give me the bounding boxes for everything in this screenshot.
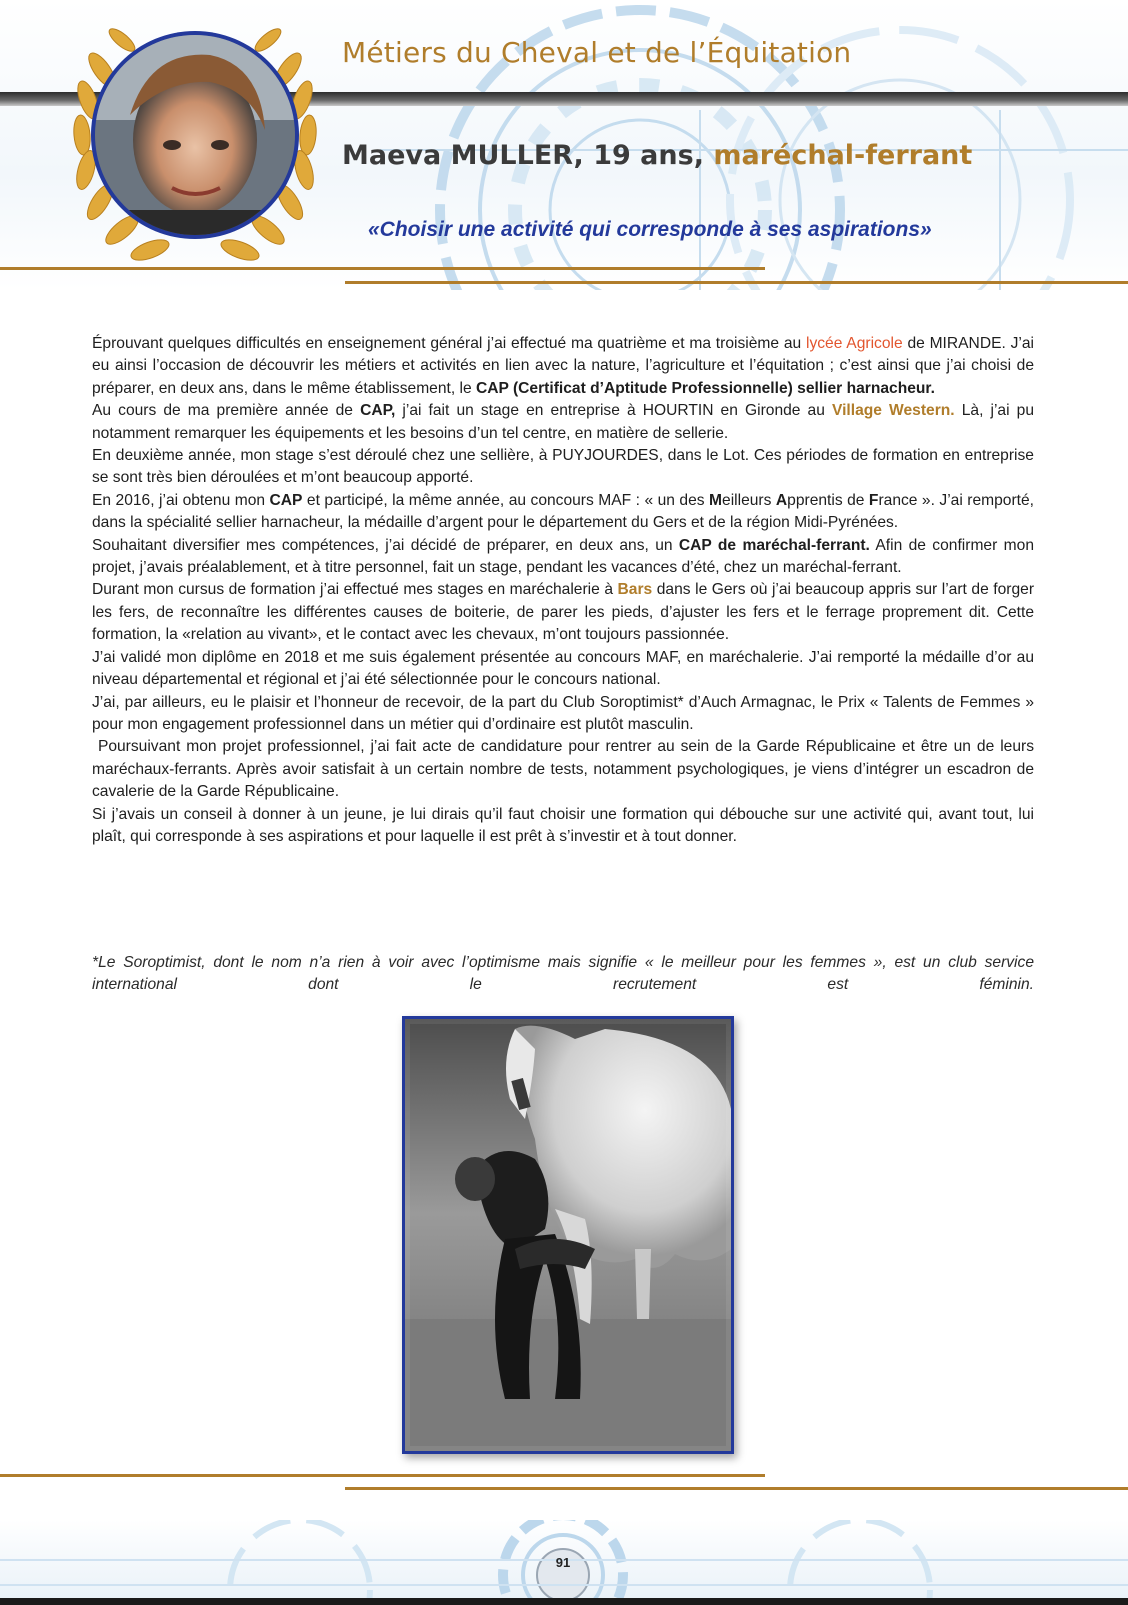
- paragraph: J’ai, par ailleurs, eu le plaisir et l’honneur de recevoir, de la part du Club Soroptimist* d’Auch Armagnac, le Prix « Talents de Femmes » pour mon engagement professionnel dans un métier qui d’ordinaire est plutôt masculin.: [92, 693, 1034, 733]
- paragraph: J’ai validé mon diplôme en 2018 et me suis également présentée au concours MAF, en maréchalerie. J’ai remporté la médaille d’or au niveau départemental et régional et j’ai été sélectionnée pour le concours national.: [92, 648, 1034, 689]
- page-number: 91: [555, 1555, 571, 1570]
- paragraph: Souhaitant diversifier mes compétences, j’ai décidé de préparer, en deux ans, un CAP de maréchal-ferrant. Afin de confirmer mon projet, j’avais préalablement, et à titre personnel, fait un stage, pendant les vacances d’été, chez un maréchal-ferrant.: [92, 536, 1034, 577]
- highlight-school: lycée Agricole: [805, 335, 903, 352]
- profession: maréchal-ferrant: [713, 140, 973, 171]
- person-name: Maeva MULLER, 19 ans,: [342, 140, 704, 171]
- footer-dark-band: [0, 1598, 1128, 1605]
- highlight-place: Village Western.: [831, 402, 955, 420]
- paragraph: Au cours de ma première année de CAP, j’ai fait un stage en entreprise à HOURTIN en Gironde au Village Western. Là, j’ai pu notamment remarquer les équipements et les besoins d’un tel centre, en matière de sellerie.: [92, 402, 1034, 442]
- footer-rule-right: [345, 1487, 1128, 1490]
- profile-title: [342, 140, 972, 171]
- paragraph: En deuxième année, mon stage s’est déroulé chez une sellière, à PUYJOURDES, dans le Lot. Ces périodes de formation en entreprise se sont très bien déroulées et m’ont beaucoup apporté.: [92, 447, 1034, 487]
- footer-rule-left: [0, 1474, 765, 1477]
- farrier-photo: [402, 1016, 734, 1454]
- header-rule-left: [0, 267, 765, 270]
- series-title: Métiers du Cheval et de l’Équitation: [342, 36, 852, 69]
- header-rule-right: [345, 281, 1128, 284]
- paragraph: Éprouvant quelques difficultés en enseignement général j’ai effectué ma quatrième et ma troisième au lycée Agricole de MIRANDE. J’ai eu ainsi l’occasion de découvrir les métiers et activités en lien avec la nature, l’agriculture et l’équitation ; c’est ainsi que j’ai choisi de préparer, en deux ans, dans le même établissement, le CAP (Certificat d’Aptitude Professionnelle) sellier harnacheur.: [92, 335, 1034, 397]
- paragraph: Si j’avais un conseil à donner à un jeune, je lui dirais qu’il faut choisir une formation qui débouche sur une activité qui, avant tout, lui plaît, qui corresponde à ses aspirations et pour laquelle il est prêt à s’investir et à tout donner.: [92, 805, 1034, 845]
- paragraph: En 2016, j’ai obtenu mon CAP et participé, la même année, au concours MAF : « un des Meilleurs Apprentis de France ». J’ai remporté, dans la spécialité sellier harnacheur, la médaille d’argent pour le département du Gers et de la région Midi-Pyrénées.: [92, 491, 1034, 532]
- portrait-medallion: [60, 10, 330, 275]
- headline-quote: «Choisir une activité qui corresponde à ses aspirations»: [368, 218, 932, 241]
- paragraph: Poursuivant mon projet professionnel, j’ai fait acte de candidature pour rentrer au sein de la Garde Républicaine et être un de leurs maréchaux-ferrants. Après avoir satisfait à un certain nombre de tests, notamment psychologiques, je viens d’intégrer un escadron de cavalerie de la Garde Républicaine.: [92, 738, 1039, 801]
- highlight-town: Bars: [617, 581, 653, 599]
- footnote: *Le Soroptimist, dont le nom n’a rien à voir avec l’optimisme mais signifie « le meilleur pour les femmes », est un club service international dont le recrutement est féminin.: [92, 954, 1034, 994]
- paragraph: Durant mon cursus de formation j’ai effectué mes stages en maréchalerie à Bars dans le Gers où j’ai beaucoup appris sur l’art de forger les fers, de reconnaître les différentes causes de boiterie, de parer les pieds, d’ajuster les fers et le ferrage proprement dit. Cette formation, la «relation au vivant», et le contact avec les chevaux, m’ont toujours passionnée.: [92, 581, 1035, 644]
- article-body: [92, 333, 1039, 848]
